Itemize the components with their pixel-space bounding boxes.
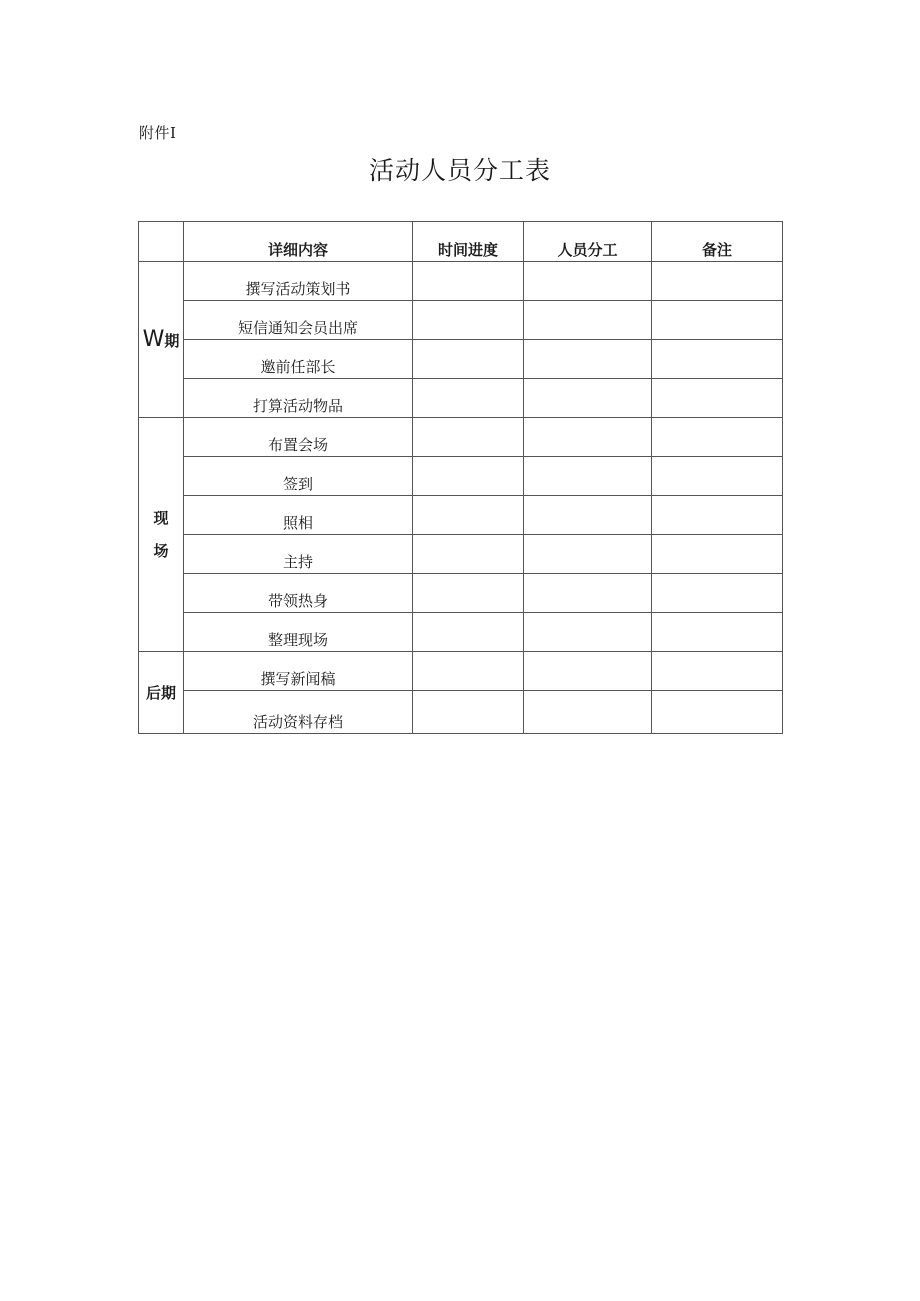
table-row [139,691,783,734]
table-row [139,613,783,652]
phase-early-label-part1: W [142,327,165,352]
remark-cell [652,613,783,652]
remark-cell [652,418,783,457]
table-row [139,301,783,340]
phase-onsite-char-2: 场 [153,541,169,560]
table-row [139,379,783,418]
remark-cell [652,262,783,301]
task-cell: 主持 [184,535,413,574]
task-cell: 带领热身 [184,574,413,613]
table-row [139,574,783,613]
phase-late-cell: 后期 [139,652,184,734]
staff-cell [524,262,652,301]
staff-cell [524,613,652,652]
staff-cell [524,340,652,379]
remark-cell [652,457,783,496]
time-cell [413,535,524,574]
time-cell [413,340,524,379]
time-cell [413,262,524,301]
time-cell [413,457,524,496]
table-row [139,418,783,457]
task-cell: 短信通知会员出席 [184,301,413,340]
attachment-label: 附件I [139,124,177,142]
table-header-row [139,222,783,262]
staff-cell [524,496,652,535]
table-row [139,457,783,496]
task-cell: 撰写活动策划书 [184,262,413,301]
header-staff-assignment: 人员分工 [524,222,652,262]
table-row [139,496,783,535]
time-cell [413,301,524,340]
phase-onsite-cell [139,418,184,652]
table-row [139,652,783,691]
task-cell: 签到 [184,457,413,496]
remark-cell [652,301,783,340]
document-title: 活动人员分工表 [368,156,551,185]
task-cell: 整理现场 [184,613,413,652]
header-phase [139,222,184,262]
time-cell [413,574,524,613]
remark-cell [652,652,783,691]
header-remarks: 备注 [652,222,783,262]
phase-early-cell [139,262,184,418]
time-cell [413,418,524,457]
task-cell: 活动资料存档 [184,691,413,734]
staff-cell [524,457,652,496]
task-cell: 布置会场 [184,418,413,457]
time-cell [413,613,524,652]
staff-cell [524,418,652,457]
staff-cell [524,574,652,613]
staff-cell [524,379,652,418]
task-cell: 邀前任部长 [184,340,413,379]
header-details: 详细内容 [184,222,413,262]
remark-cell [652,535,783,574]
remark-cell [652,340,783,379]
remark-cell [652,379,783,418]
remark-cell [652,574,783,613]
phase-onsite-char-1: 现 [153,508,169,527]
task-cell: 撰写新闻稿 [184,652,413,691]
task-cell: 打算活动物品 [184,379,413,418]
time-cell [413,496,524,535]
staff-cell [524,652,652,691]
staff-assignment-table [138,221,783,734]
staff-cell [524,535,652,574]
task-cell: 照相 [184,496,413,535]
staff-cell [524,301,652,340]
table-row [139,262,783,301]
staff-cell [524,691,652,734]
time-cell [413,691,524,734]
time-cell [413,379,524,418]
phase-early-label-part2: 期 [164,332,180,350]
table-row [139,535,783,574]
table-row [139,340,783,379]
time-cell [413,652,524,691]
remark-cell [652,691,783,734]
header-time-progress: 时间进度 [413,222,524,262]
remark-cell [652,496,783,535]
